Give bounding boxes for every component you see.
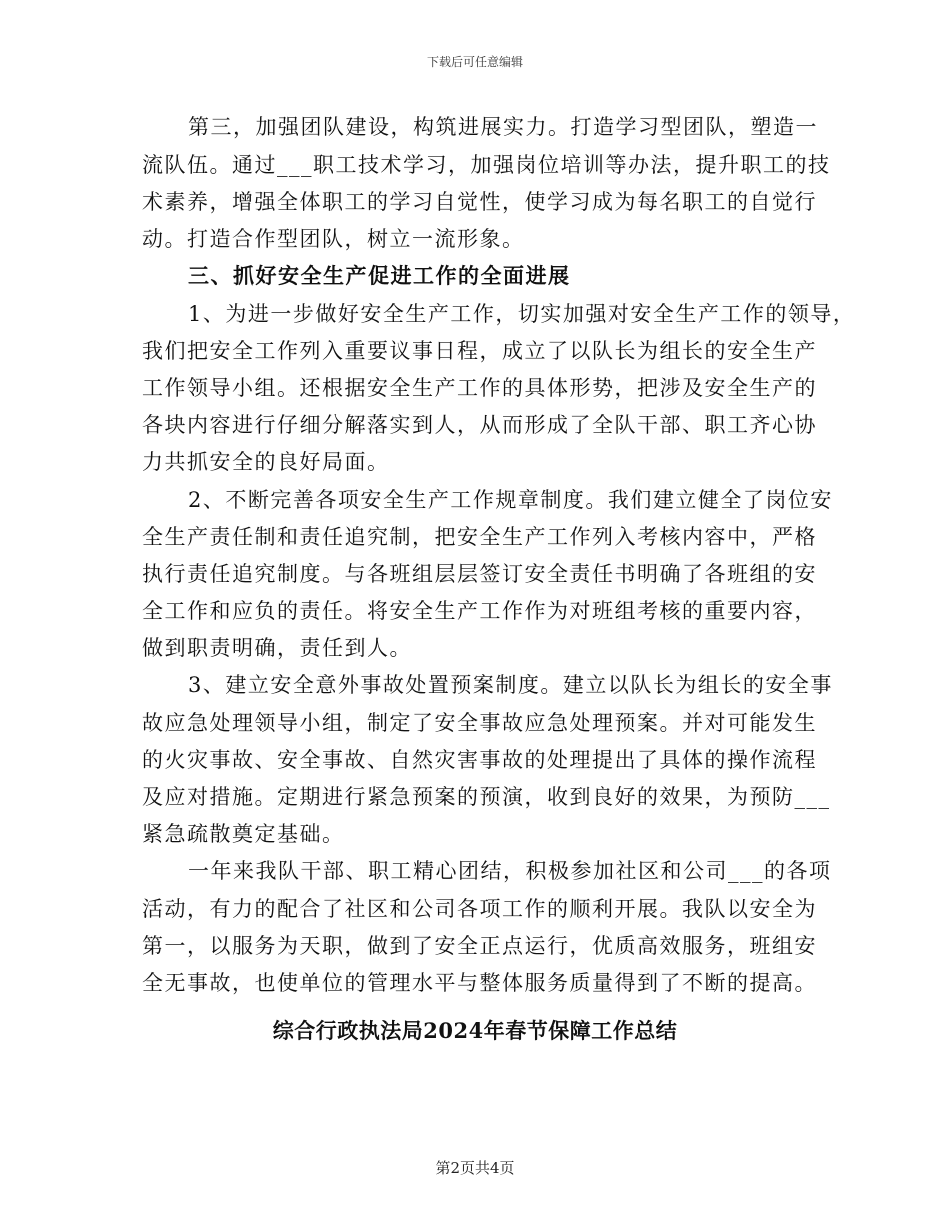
page-number-footer: 第2页共4页 — [435, 1159, 515, 1177]
paragraph-line: 全生产责任制和责任追究制，把安全生产工作列入考核内容中，严格 — [142, 525, 817, 549]
next-document-title: 综合行政执法局2024年春节保障工作总结 — [272, 1018, 678, 1043]
paragraph-line: 一年来我队干部、职工精心团结，积极参加社区和公司___的各项 — [188, 859, 832, 883]
paragraph-line: 全无事故，也使单位的管理水平与整体服务质量得到了不断的提高。 — [142, 971, 817, 995]
paragraph-line: 及应对措施。定期进行紧急预案的预演，收到良好的效果，为预防___ — [142, 785, 831, 809]
section-heading: 三、抓好安全生产促进工作的全面进展 — [188, 263, 571, 288]
paragraph-line: 术素养，增强全体职工的学习自觉性，使学习成为每名职工的自觉行 — [142, 190, 817, 214]
paragraph-line: 2、不断完善各项安全生产工作规章制度。我们建立健全了岗位安 — [188, 488, 833, 512]
paragraph-line: 故应急处理领导小组，制定了安全事故应急处理预案。并对可能发生 — [142, 711, 817, 735]
paragraph-line: 的火灾事故、安全事故、自然灾害事故的处理提出了具体的操作流程 — [142, 748, 817, 772]
paragraph-line: 1、为进一步做好安全生产工作，切实加强对安全生产工作的领导， — [188, 302, 856, 326]
paragraph-line: 第三，加强团队建设，构筑进展实力。打造学习型团队，塑造一 — [188, 115, 818, 139]
paragraph-line: 我们把安全工作列入重要议事日程，成立了以队长为组长的安全生产 — [142, 339, 817, 363]
paragraph-line: 3、建立安全意外事故处置预案制度。建立以队长为组长的安全事 — [188, 673, 833, 697]
paragraph-line: 做到职责明确，责任到人。 — [142, 636, 412, 660]
paragraph-line: 全工作和应负的责任。将安全生产工作作为对班组考核的重要内容， — [142, 599, 817, 623]
paragraph-line: 动。打造合作型团队，树立一流形象。 — [142, 227, 525, 251]
paragraph-line: 执行责任追究制度。与各班组层层签订安全责任书明确了各班组的安 — [142, 562, 817, 586]
paragraph-line: 第一，以服务为天职，做到了安全正点运行，优质高效服务，班组安 — [142, 934, 817, 958]
paragraph-line: 活动，有力的配合了社区和公司各项工作的顺利开展。我队以安全为 — [142, 897, 817, 921]
paragraph-line: 工作领导小组。还根据安全生产工作的具体形势，把涉及安全生产的 — [142, 376, 817, 400]
paragraph-line: 各块内容进行仔细分解落实到人，从而形成了全队干部、职工齐心协 — [142, 413, 817, 437]
paragraph-line: 紧急疏散奠定基础。 — [142, 822, 345, 846]
paragraph-line: 流队伍。通过___职工技术学习，加强岗位培训等办法，提升职工的技 — [142, 153, 831, 177]
paragraph-line: 力共抓安全的良好局面。 — [142, 450, 390, 474]
page-header-note: 下载后可任意编辑 — [426, 55, 523, 69]
